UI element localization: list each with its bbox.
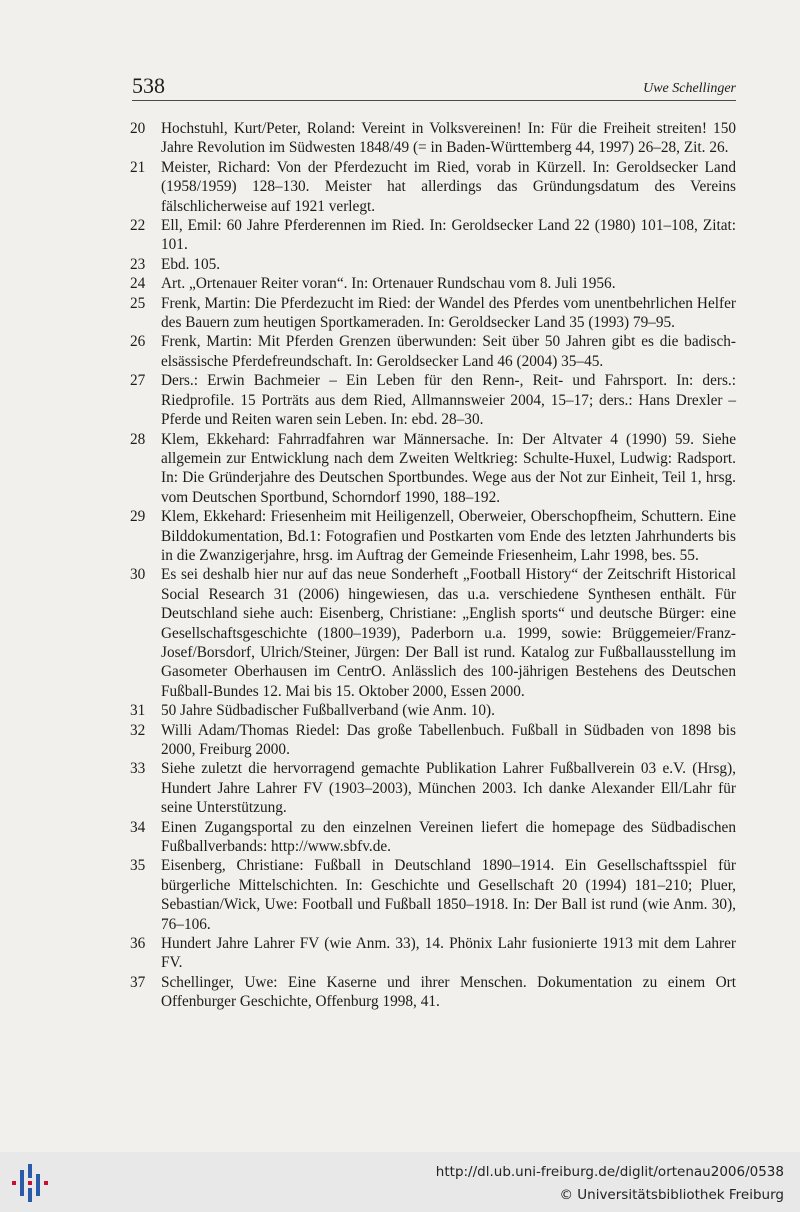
footnote-text: Frenk, Martin: Die Pferdezucht im Ried: der Wandel des Pferdes vom unentbehrlichen Helfer des Bauern zum heutigen Sportkameraden. In: Geroldsecker Land 35 (1993) 79–95.: [161, 294, 736, 332]
footnote-text: Einen Zugangsportal zu den einzelnen Vereinen liefert die homepage des Südbadischen Fußballverbands: http://www.sbfv.de.: [161, 818, 736, 856]
footnote-number: 23: [130, 255, 146, 273]
running-head-author: Uwe Schellinger: [643, 81, 736, 96]
footnote: [130, 856, 736, 934]
footnote-number: 36: [130, 935, 146, 953]
footnote: [130, 565, 736, 701]
footnote-text: Frenk, Martin: Mit Pferden Grenzen überwunden: Seit über 50 Jahren gibt es die badisch-elsässische Pferdefreundschaft. In: Geroldsecker Land 46 (2004) 35–45.: [161, 333, 736, 370]
footnote: [130, 294, 736, 333]
footnote: [130, 721, 736, 760]
footnote-text: Klem, Ekkehard: Fahrradfahren war Männersache. In: Der Altvater 4 (1990) 59. Siehe allgemein zur Entwicklung nach dem Zweiten Weltkrieg: Schulte-Huxel, Ludwig: Radsport. In: Die Gründerjahre des Deutschen Sportbundes. Wege aus der Not zur Einheit, Teil 1, hrsg. vom Deutschen Sportbund, Schorndorf 1990, 188–192.: [161, 430, 736, 506]
footnote: [130, 934, 736, 973]
footnote-number: 20: [130, 120, 146, 137]
footnote-text: Siehe zuletzt die hervorragend gemachte Publikation Lahrer Fußballverein 03 e.V. (Hrsg), Hundert Jahre Lahrer FV (1903–2003), München 2003. Ich danke Alexander Ell/Lahr für seine Unterstützung.: [161, 760, 736, 817]
footnote: [130, 119, 736, 158]
footnote: [130, 759, 736, 817]
footnote: [130, 701, 736, 720]
footnote-text: Meister, Richard: Von der Pferdezucht im Ried, vorab in Kürzell. In: Geroldsecker Land (1958/1959) 128–130. Meister hat allerdings das Gründungsdatum des Vereins fälschlicherweise auf 1921 verlegt.: [161, 158, 736, 215]
footnote-number: 37: [130, 973, 146, 991]
footnote-number: 28: [130, 430, 146, 448]
page-header: [132, 74, 736, 101]
copyright-notice: © Universitätsbibliothek Freiburg: [559, 1187, 784, 1203]
footnote-text: Hundert Jahre Lahrer FV (wie Anm. 33), 14. Phönix Lahr fusionierte 1913 mit dem Lahrer FV.: [161, 935, 736, 972]
footnote: [130, 507, 736, 565]
footnote-text: Ebd. 105.: [161, 255, 221, 273]
ub-freiburg-logo-icon: [8, 1164, 52, 1202]
footnote-number: 35: [130, 857, 146, 875]
footnote: [130, 274, 736, 293]
footnote-number: 24: [130, 275, 146, 293]
footnote-text: Ders.: Erwin Bachmeier – Ein Leben für den Renn-, Reit- und Fahrsport. In: ders.: Riedprofile. 15 Porträts aus dem Ried, Allmannsweier 2004, 15–17; ders.: Hans Drexler – Pferde und Reiten waren sein Leben. In: ebd. 28–30.: [161, 372, 736, 429]
footnote-text: Es sei deshalb hier nur auf das neue Sonderheft „Football History“ der Zeitschrift Historical Social Research 31 (2006) hingewiesen, das u.a. verschiedene Synthesen enthält. Für Deutschland siehe auch: Eisenberg, Christiane: „English sports“ und deutsche Bürger: eine Gesellschaftsgeschichte (1800–1939), Paderborn u.a. 1999, sowie: Brüggemeier/Franz-Josef/Borsdorf, Ulrich/Steiner, Jürgen: Der Ball ist rund. Katalog zur Fußballausstellung im Gasometer Oberhausen im CentrO. Anlässlich des 100-jährigen Bestehens des Deutschen Fußball-Bundes 12. Mai bis 15. Oktober 2000, Essen 2000.: [161, 566, 736, 700]
footnote: [130, 255, 736, 274]
footnote-text: Art. „Ortenauer Reiter voran“. In: Ortenauer Rundschau vom 8. Juli 1956.: [161, 275, 616, 293]
footnote-text: Eisenberg, Christiane: Fußball in Deutschland 1890–1914. Ein Gesellschaftsspiel für bürgerliche Mittelschichten. In: Geschichte und Gesellschaft 20 (1994) 181–210; Pluer, Sebastian/Wick, Uwe: Football und Fußball 1850–1918. In: Der Ball ist rund (wie Anm. 30), 76–106.: [161, 857, 736, 933]
footnote-text: Klem, Ekkehard: Friesenheim mit Heiligenzell, Oberweier, Oberschopfheim, Schuttern. Eine Bilddokumentation, Bd.1: Fotografien und Postkarten vom Ende des letzten Jahrhunderts bis in die Zwanzigerjahre, hrsg. im Auftrag der Gemeinde Friesenheim, Lahr 1998, bes. 55.: [161, 508, 736, 564]
footnote-number: 34: [130, 818, 146, 836]
page-number: 538: [132, 73, 165, 98]
footnote: [130, 818, 736, 857]
library-footer: [0, 1152, 800, 1212]
footnote: [130, 430, 736, 508]
footnote-number: 22: [130, 217, 146, 235]
footnote-text: Schellinger, Uwe: Eine Kaserne und ihrer Menschen. Dokumentation zu einem Ort Offenburger Geschichte, Offenburg 1998, 41.: [161, 973, 736, 1011]
source-url-link[interactable]: http://dl.ub.uni-freiburg.de/diglit/ortenau2006/0538: [435, 1164, 784, 1180]
footnote: [130, 973, 736, 1012]
footnote: [130, 216, 736, 255]
footnote-text: Ell, Emil: 60 Jahre Pferderennen im Ried. In: Geroldsecker Land 22 (1980) 101–108, Zitat: 101.: [161, 217, 736, 254]
footnote-number: 32: [130, 721, 146, 739]
footnote-text: Hochstuhl, Kurt/Peter, Roland: Vereint in Volksvereinen! In: Für die Freiheit streiten! 150 Jahre Revolution im Südwesten 1848/49 (= in Baden-Württemberg 44, 1997) 26–28, Zit. 26.: [161, 120, 736, 157]
footnote-number: 21: [130, 158, 146, 176]
footnote-number: 33: [130, 760, 146, 778]
footnote-number: 30: [130, 566, 146, 584]
footnote-number: 25: [130, 294, 146, 312]
footnote-text: 50 Jahre Südbadischer Fußballverband (wie Anm. 10).: [161, 702, 495, 720]
footnote-number: 27: [130, 372, 146, 390]
footnote: [130, 158, 736, 216]
footnote-number: 26: [130, 333, 146, 351]
footnote: [130, 332, 736, 371]
footnote-text: Willi Adam/Thomas Riedel: Das große Tabellenbuch. Fußball in Südbaden von 1898 bis 2000, Freiburg 2000.: [161, 721, 736, 758]
footnote-number: 29: [130, 508, 146, 526]
footnote: [130, 371, 736, 429]
footnote-number: 31: [130, 702, 146, 720]
footnotes-list: [130, 119, 736, 1012]
